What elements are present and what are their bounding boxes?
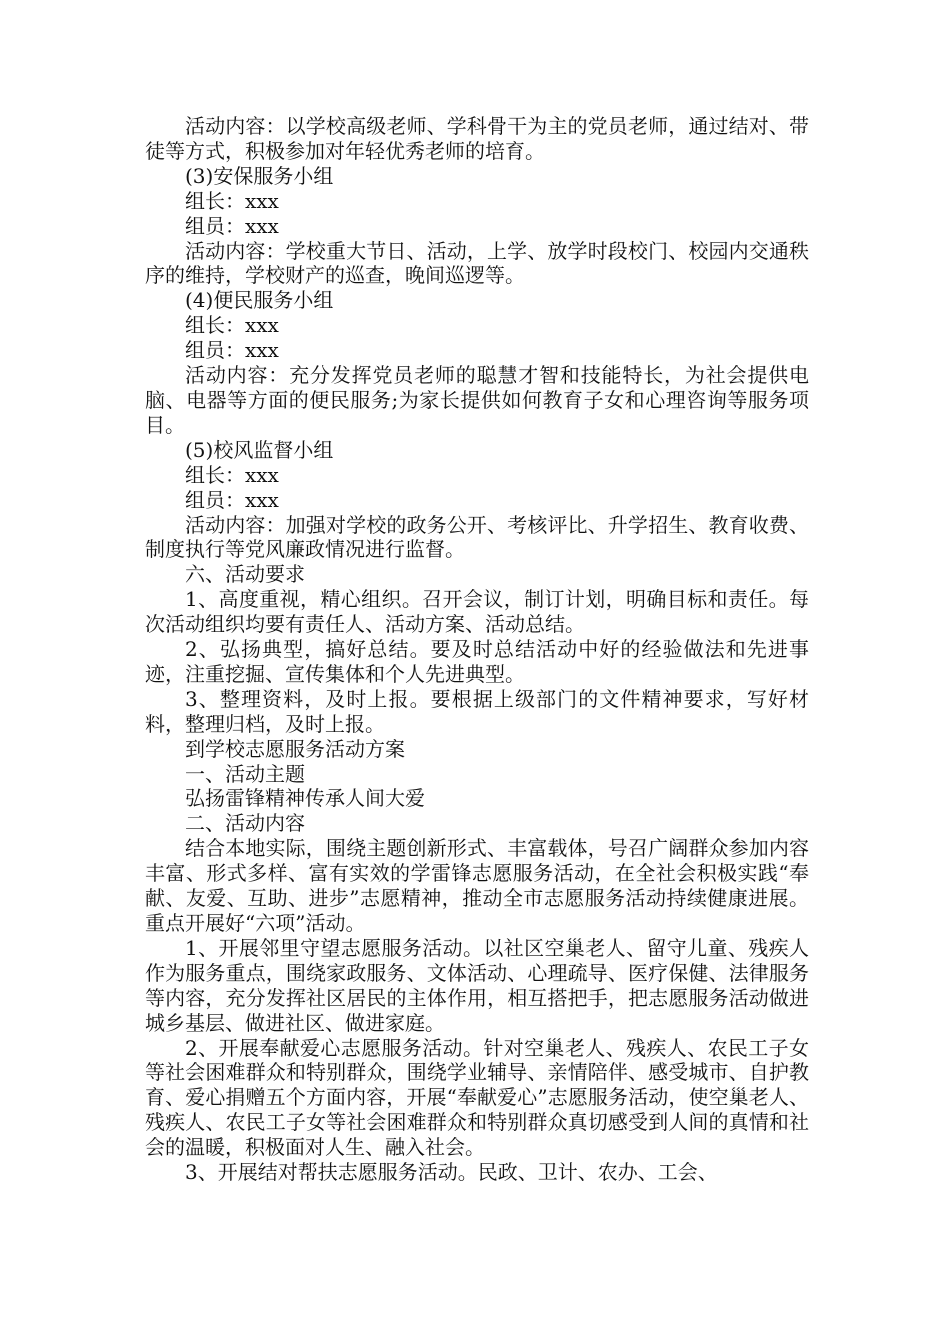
paragraph: (4)便民服务小组	[185, 288, 334, 313]
paragraph: 1、高度重视，精心组织。召开会议，制订计划，明确目标和责任。每次活动组织均要有责任人、活动方案、活动总结。	[145, 587, 809, 637]
paragraph: 组长：xxx	[185, 462, 279, 487]
paragraph: 组员：xxx	[185, 213, 279, 238]
paragraph: 3、整理资料，及时上报。要根据上级部门的文件精神要求，写好材料，整理归档，及时上报。	[145, 686, 809, 736]
paragraph: 活动内容：加强对学校的政务公开、考核评比、升学招生、教育收费、制度执行等党风廉政情况进行监督。	[145, 512, 809, 562]
section-heading: 一、活动主题	[185, 761, 305, 786]
paragraph: 组员：xxx	[185, 338, 279, 363]
document-title: 到学校志愿服务活动方案	[185, 736, 405, 761]
paragraph: 弘扬雷锋精神传承人间大爱	[185, 786, 425, 811]
paragraph: 活动内容：以学校高级老师、学科骨干为主的党员老师，通过结对、带徒等方式，积极参加对年轻优秀老师的培育。	[145, 114, 809, 163]
paragraph: 组长：xxx	[185, 188, 279, 213]
paragraph: 组员：xxx	[185, 487, 279, 512]
paragraph: (3)安保服务小组	[185, 163, 334, 188]
section-heading: 六、活动要求	[185, 562, 305, 587]
paragraph: 结合本地实际，围绕主题创新形式、丰富载体，号召广阔群众参加内容丰富、形式多样、富有实效的学雷锋志愿服务活动，在全社会积极实践“奉献、友爱、互助、进步”志愿精神，推动全市志愿服务活动持续健康进展。重点开展好“六项”活动。	[145, 836, 809, 935]
paragraph: 2、弘扬典型，搞好总结。要及时总结活动中好的经验做法和先进事迹，注重挖掘、宣传集体和个人先进典型。	[145, 637, 809, 686]
paragraph: 活动内容：学校重大节日、活动，上学、放学时段校门、校园内交通秩序的维持，学校财产的巡查，晚间巡逻等。	[145, 238, 809, 288]
paragraph: 2、开展奉献爱心志愿服务活动。针对空巢老人、残疾人、农民工子女等社会困难群众和特别群众，围绕学业辅导、亲情陪伴、感受城市、自护教育、爱心捐赠五个方面内容，开展“奉献爱心”志愿服务活动，使空巢老人、残疾人、农民工子女等社会困难群众和特别群众真切感受到人间的真情和社会的温暖，积极面对人生、融入社会。	[145, 1035, 809, 1160]
paragraph: 1、开展邻里守望志愿服务活动。以社区空巢老人、留守儿童、残疾人作为服务重点，围绕家政服务、文体活动、心理疏导、医疗保健、法律服务等内容，充分发挥社区居民的主体作用，相互搭把手，把志愿服务活动做进城乡基层、做进社区、做进家庭。	[145, 935, 809, 1035]
paragraph: 3、开展结对帮扶志愿服务活动。民政、卫计、农办、工会、	[185, 1160, 718, 1185]
paragraph: 活动内容：充分发挥党员老师的聪慧才智和技能特长，为社会提供电脑、电器等方面的便民服务;为家长提供如何教育子女和心理咨询等服务项目。	[145, 363, 809, 437]
document-body	[145, 114, 809, 1185]
section-heading: 二、活动内容	[185, 811, 305, 836]
paragraph: (5)校风监督小组	[185, 437, 334, 462]
paragraph: 组长：xxx	[185, 313, 279, 338]
